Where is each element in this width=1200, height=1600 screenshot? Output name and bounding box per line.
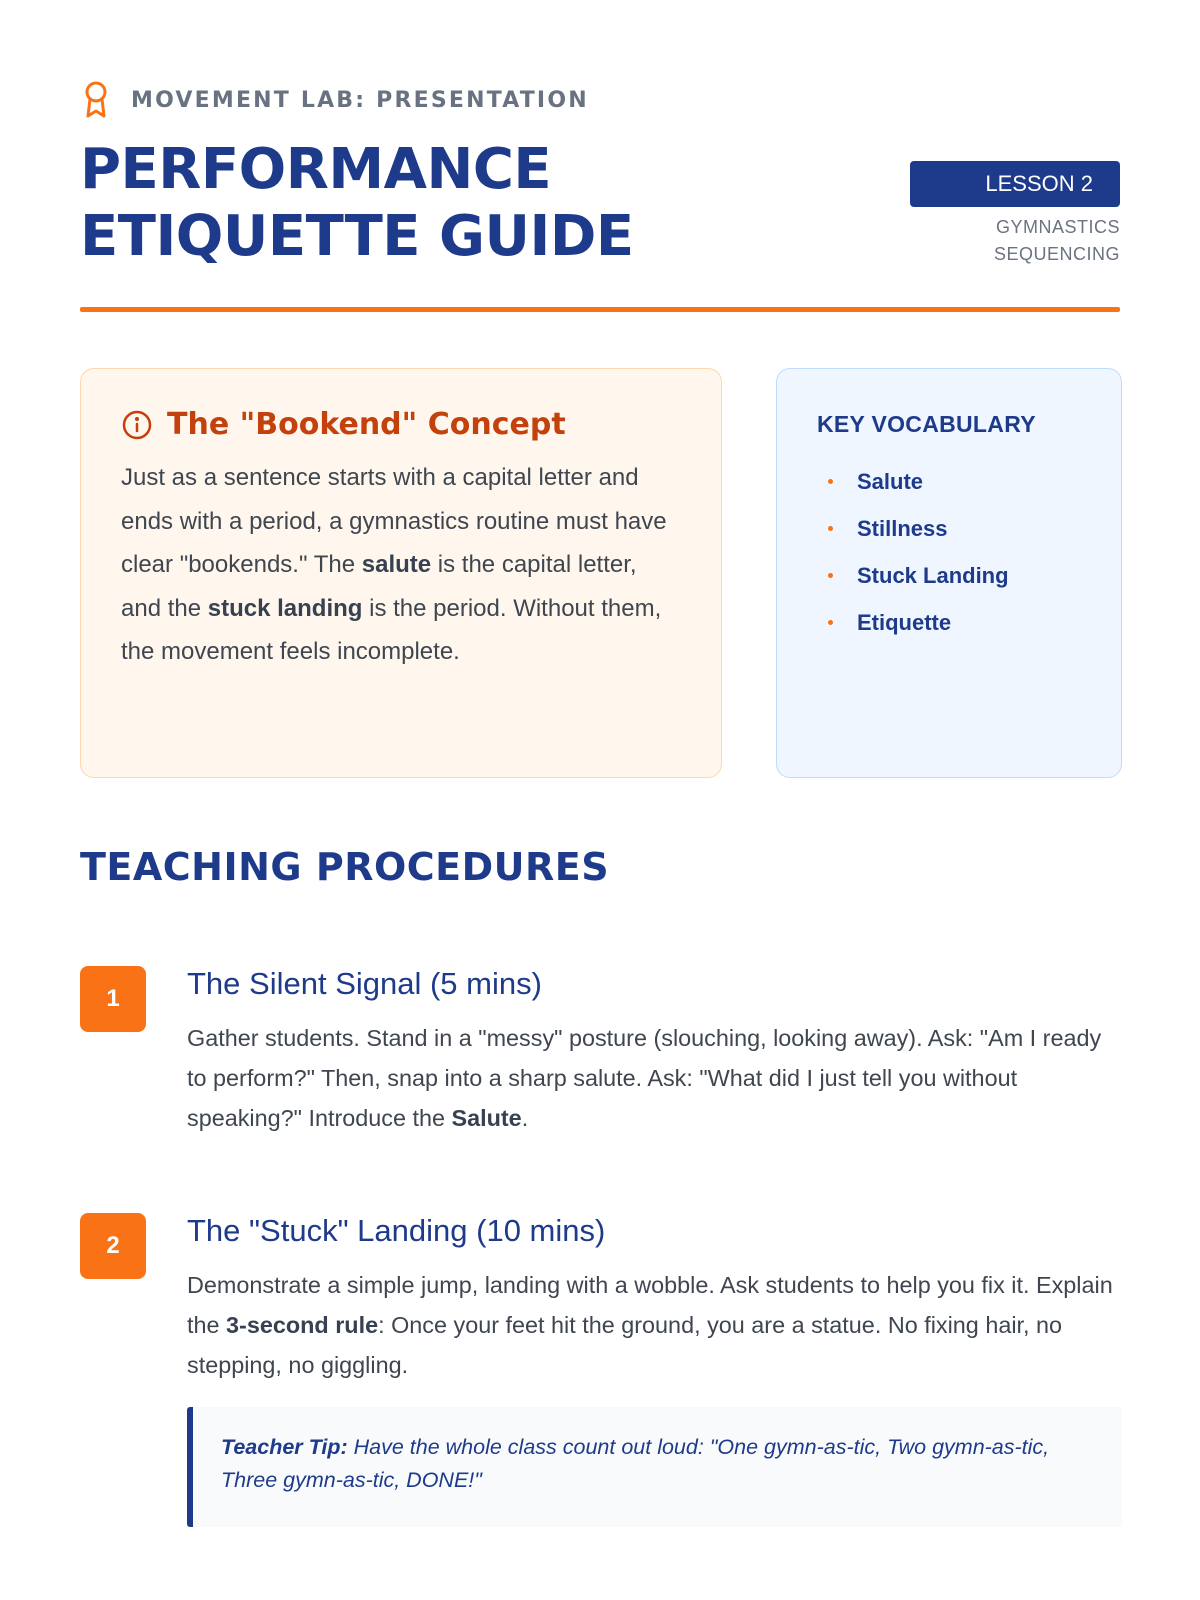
- subject-label: [994, 214, 1120, 268]
- step-body: [187, 1018, 1122, 1138]
- teacher-tip-text: Have the whole class count out loud: "One gymn-as-tic, Two gymn-as-tic, Three gymn-as-tic, DONE!": [221, 1435, 1050, 1492]
- vocabulary-list: [817, 458, 1081, 646]
- lesson-badge-label: LESSON 2: [985, 171, 1093, 196]
- step-number-badge: 1: [80, 966, 146, 1032]
- teacher-tip-label: Teacher Tip:: [221, 1435, 348, 1459]
- concept-bold-salute: salute: [361, 551, 432, 578]
- concept-body-text-2: is the capital letter, and the: [121, 551, 637, 622]
- bullet-dot-icon: [828, 479, 833, 484]
- vocabulary-item: [817, 458, 1081, 505]
- teacher-tip-callout: [187, 1407, 1122, 1527]
- procedures-heading: TEACHING PROCEDURES: [80, 845, 610, 889]
- step-bold-term: Salute: [451, 1105, 522, 1131]
- bullet-dot-icon: [828, 620, 833, 625]
- step-number-badge: 2: [80, 1213, 146, 1279]
- subject-line-1: GYMNASTICS: [995, 217, 1120, 237]
- award-ribbon-icon: [81, 80, 111, 120]
- concept-body-text-1: Just as a sentence starts with a capital letter and ends with a period, a gymnastics routine must have clear "bookends." The: [121, 464, 667, 578]
- concept-body: [121, 456, 681, 674]
- vocabulary-heading: KEY VOCABULARY: [817, 411, 1036, 437]
- info-icon: [121, 409, 153, 441]
- step-body-text-2: .: [521, 1105, 529, 1131]
- title-line-1: PERFORMANCE: [80, 137, 552, 202]
- bullet-dot-icon: [828, 573, 833, 578]
- bullet-dot-icon: [828, 526, 833, 531]
- procedure-step-2: [80, 1213, 1122, 1527]
- step-body-text-1: Demonstrate a simple jump, landing with a wobble. Ask students to help you fix it. Explain the: [187, 1272, 1113, 1338]
- concept-bold-stuck-landing: stuck landing: [207, 594, 363, 622]
- step-bold-term: 3-second rule: [226, 1312, 379, 1338]
- procedure-step-1: [80, 966, 1122, 1138]
- step-content: [187, 964, 1122, 1138]
- step-title: The "Stuck" Landing (10 mins): [187, 1213, 606, 1248]
- vocabulary-term: Stillness: [857, 515, 948, 541]
- vocabulary-card: [776, 368, 1122, 778]
- vocabulary-item: [817, 505, 1081, 552]
- step-title: The Silent Signal (5 mins): [187, 966, 542, 1001]
- step-body-text-1: Gather students. Stand in a "messy" posture (slouching, looking away). Ask: "Am I ready to perform?" Then, snap into a sharp salute. Ask: "What did I just tell you without speaking?" Introduce the: [187, 1025, 1102, 1131]
- vocabulary-term: Stuck Landing: [857, 562, 1009, 588]
- concept-body-text-3: is the period. Without them, the movement feels incomplete.: [121, 594, 662, 665]
- vocabulary-item: [817, 552, 1081, 599]
- step-body-text-2: : Once your feet hit the ground, you are a statue. No fixing hair, no stepping, no giggling.: [187, 1312, 1063, 1378]
- vocabulary-item: [817, 599, 1081, 646]
- concept-card: [80, 368, 722, 778]
- vocabulary-term: Salute: [857, 468, 924, 494]
- title-line-2: ETIQUETTE GUIDE: [80, 204, 634, 269]
- step-body: [187, 1265, 1122, 1385]
- lesson-badge: [910, 161, 1120, 207]
- page-title: [80, 136, 634, 270]
- header-divider: [80, 307, 1120, 312]
- concept-heading: The "Bookend" Concept: [167, 407, 566, 442]
- eyebrow-label: MOVEMENT LAB: PRESENTATION: [131, 87, 589, 113]
- step-content: [187, 1211, 1122, 1527]
- subject-line-2: SEQUENCING: [993, 244, 1120, 264]
- header-eyebrow: [81, 80, 589, 120]
- vocabulary-term: Etiquette: [857, 609, 952, 635]
- concept-header: [121, 407, 681, 442]
